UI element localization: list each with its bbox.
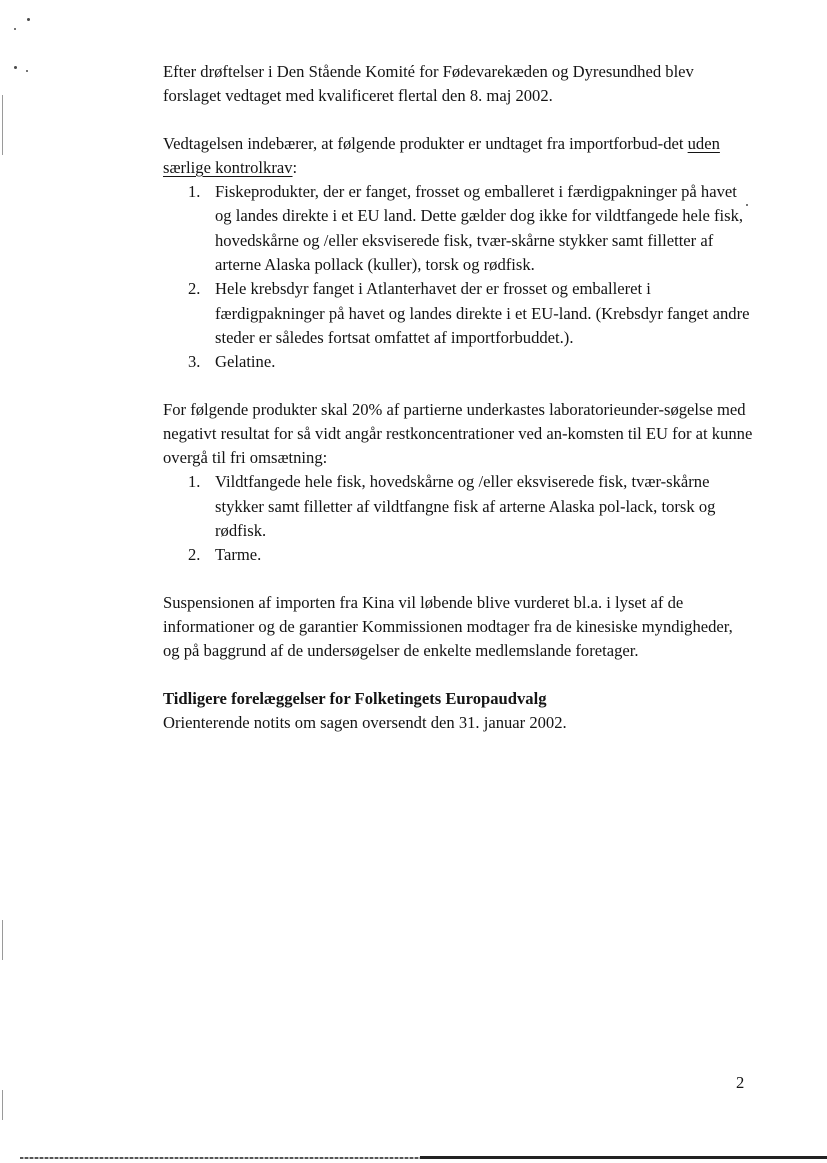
body-text [163,60,753,735]
scan-speck [26,70,28,72]
list-item-text: Hele krebsdyr fanget i Atlanterhavet der er frosset og emballeret i færdigpakninger på havet og landes direkte i et EU-land. (Krebsdyr fanget andre steder er således fortsat omfattet af importforbuddet.). [215,279,750,347]
list-item-text: Fiskeprodukter, der er fanget, frosset og emballeret i færdigpakninger på havet og landes direkte i et EU land. Dette gælder dog ikke for vildtfangede hele fisk, hovedskårne og /eller eksviserede fisk, tvær-skårne stykker samt filletter af arterne Alaska pollack (kuller), torsk og rødfisk. [215,182,744,275]
paragraph-exemptions-intro [163,132,753,181]
list-item-number: 2. [188,545,201,565]
page-number: 2 [736,1073,745,1092]
scan-speck [14,28,16,30]
list-item [163,180,753,277]
paragraph-colon: : [292,157,298,177]
paragraph-orientation-note: Orienterende notits om sagen oversendt den 31. januar 2002. [163,712,567,732]
list-item [163,277,753,350]
list-item-number: 3. [188,352,201,372]
scan-speck [27,18,30,21]
paragraph-adoption: Efter drøftelser i Den Stående Komité for Fødevarekæden og Dyresundhed blev forslaget vedtaget med kvalificeret flertal den 8. maj 2002. [163,62,694,106]
paragraph-exemptions-text: Vedtagelsen indebærer, at følgende produkter er undtaget fra importforbud-det [163,133,688,153]
list-item-number: 1. [188,182,201,202]
exemptions-list [163,180,753,374]
list-item-text: Gelatine. [215,352,276,372]
scan-edge-mark [2,95,3,155]
list-item-number: 1. [188,472,201,492]
list-item-text: Vildtfangede hele fisk, hovedskårne og /eller eksviserede fisk, tvær-skårne stykker samt filletter af vildtfangne fisk af arterne Alaska pol-lack, torsk og rødfisk. [215,472,716,541]
list-item-number: 2. [188,279,201,299]
lab-testing-list [163,470,753,567]
paragraph-suspension: Suspensionen af importen fra Kina vil løbende blive vurderet bl.a. i lyset af de informationer og de garantier Kommissionen modtager fra de kinesiske myndigheder, og på baggrund af de undersøgelser de enkelte medlemslande foretager. [163,592,733,661]
list-item [163,543,753,567]
scan-edge-mark [2,920,3,960]
list-item-text: Tarme. [215,545,262,565]
scan-edge-mark [2,1090,3,1120]
scan-speck [14,66,17,69]
list-item [163,470,753,543]
scan-bottom-border [420,1156,827,1159]
underlined-phrase: uden særlige kontrolkrav [163,133,720,177]
section-heading: Tidligere forelæggelser for Folketingets Europaudvalg [163,688,547,708]
previous-submissions-section [163,687,753,736]
paragraph-lab-testing: For følgende produkter skal 20% af partierne underkastes laboratorieunder-søgelse med negativt resultat for så vidt angår restkoncentrationer ved an-komsten til EU for at kunne overgå til fri omsætning: [163,399,753,468]
list-item [163,350,753,374]
